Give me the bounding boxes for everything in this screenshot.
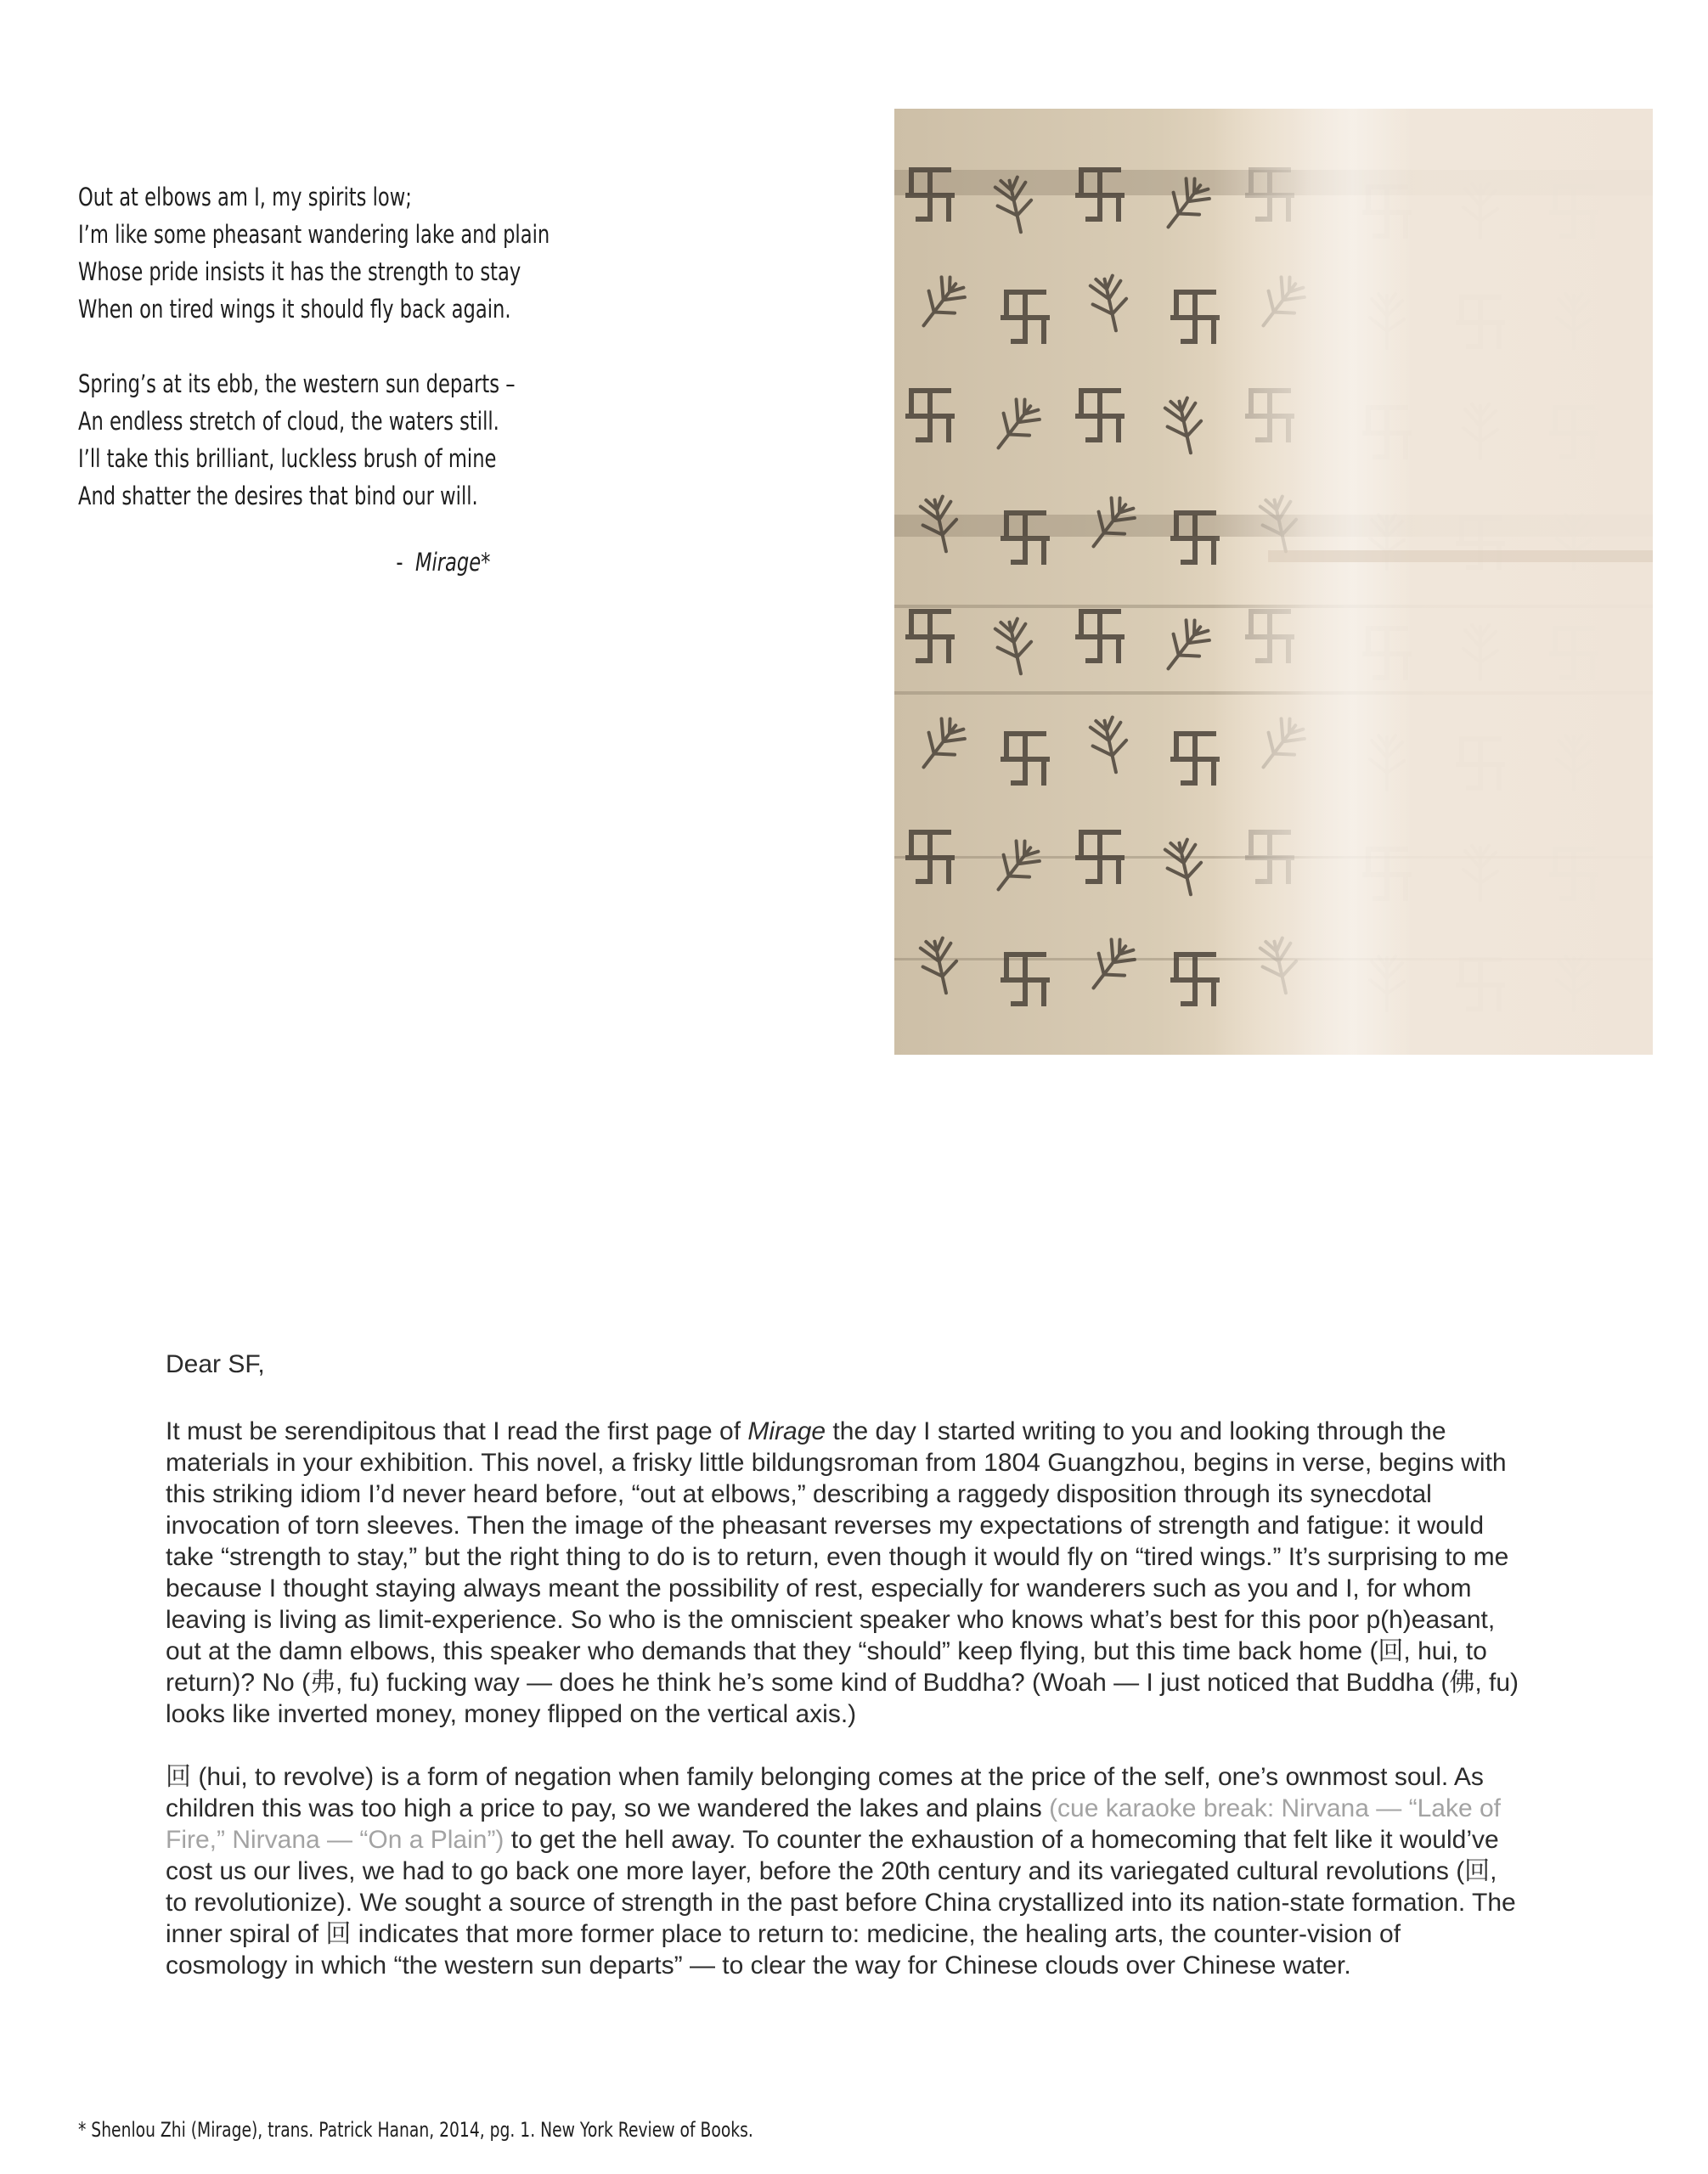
poem-line: Spring’s at its ebb, the western sun departs – [78, 369, 516, 398]
letter-paragraph-2 [166, 1761, 1525, 1981]
p1-text-a: It must be serendipitous that I read the first page of [166, 1417, 748, 1445]
poem-line: Whose pride insists it has the strength to stay [78, 257, 521, 286]
p2-text-b: to get the hell away. To counter the exhaustion of a homecoming that felt like it would’ve cost us our lives, we had to go back one more layer, before the 20th century and its variegated cultural revolutions (回, to revolutionize). We sought a source of strength in the past before China crystallized into its nation-state formation. The inner spiral of 回 indicates that more former place to return to: medicine, the healing arts, the counter-vision of cosmology in which “the western sun departs” — to clear the way for Chinese clouds over Chinese water. [166, 1826, 1516, 1980]
poem-line: Out at elbows am I, my spirits low; [78, 183, 412, 211]
poem [78, 178, 550, 577]
poem-line: When on tired wings it should fly back again. [78, 295, 511, 324]
letter-body [166, 1349, 1525, 2013]
attribution-title: Mirage* [414, 548, 491, 577]
letter-paragraph-1 [166, 1416, 1525, 1730]
poem-attribution [396, 544, 490, 581]
poem-stanza-1 [78, 178, 550, 328]
p2-karaoke-aside: (cue karaoke break: Nirvana — “Lake of Fire,” Nirvana — “On a Plain”) [166, 1794, 1501, 1854]
p2-text-a: 回 (hui, to revolve) is a form of negation when family belonging comes at the price of the self, one’s ownmost soul. As children this was too high a price to pay, so we wandered the lakes and plains [166, 1763, 1484, 1822]
calligraphy-pattern [894, 109, 1653, 1055]
poem-line: I’ll take this brilliant, luckless brush of mine [78, 444, 497, 473]
poem-stanza-2 [78, 365, 516, 515]
poem-line: And shatter the desires that bind our will. [78, 482, 478, 510]
calligraphy-curtain-photo [894, 109, 1653, 1055]
attribution-dash: - [396, 548, 403, 577]
poem-line: I’m like some pheasant wandering lake and plain [78, 220, 550, 249]
letter-greeting: Dear SF, [166, 1350, 265, 1378]
p1-text-b: the day I started writing to you and looking through the materials in your exhibition. This novel, a frisky little bildungsroman from 1804 Guangzhou, begins in verse, begins with this striking idiom I’d never heard before, “out at elbows,” describing a raggedy disposition through its synecdotal invocation of torn sleeves. Then the image of the pheasant reverses my expectations of strength and fatigue: it would take “strength to stay,” but the right thing to do is to return, even though it would fly on “tired wings.” It’s surprising to me because I thought staying always meant the possibility of rest, especially for wanderers such as you and I, for whom leaving is living as limit-experience. So who is the omniscient speaker who knows what’s best for this poor p(h)easant, out at the damn elbows, this speaker who demands that they “should” keep flying, but this time back home (回, hui, to return)? No (弗, fu) fucking way — does he think he’s some kind of Buddha? (Woah — I just noticed that Buddha (佛, fu) looks like inverted money, money flipped on the vertical axis.) [166, 1417, 1519, 1728]
p1-mirage-title: Mirage [747, 1417, 826, 1445]
poem-line: An endless stretch of cloud, the waters still. [78, 407, 499, 436]
footnote: * Shenlou Zhi (Mirage), trans. Patrick Hanan, 2014, pg. 1. New York Review of Books. [78, 2118, 753, 2142]
